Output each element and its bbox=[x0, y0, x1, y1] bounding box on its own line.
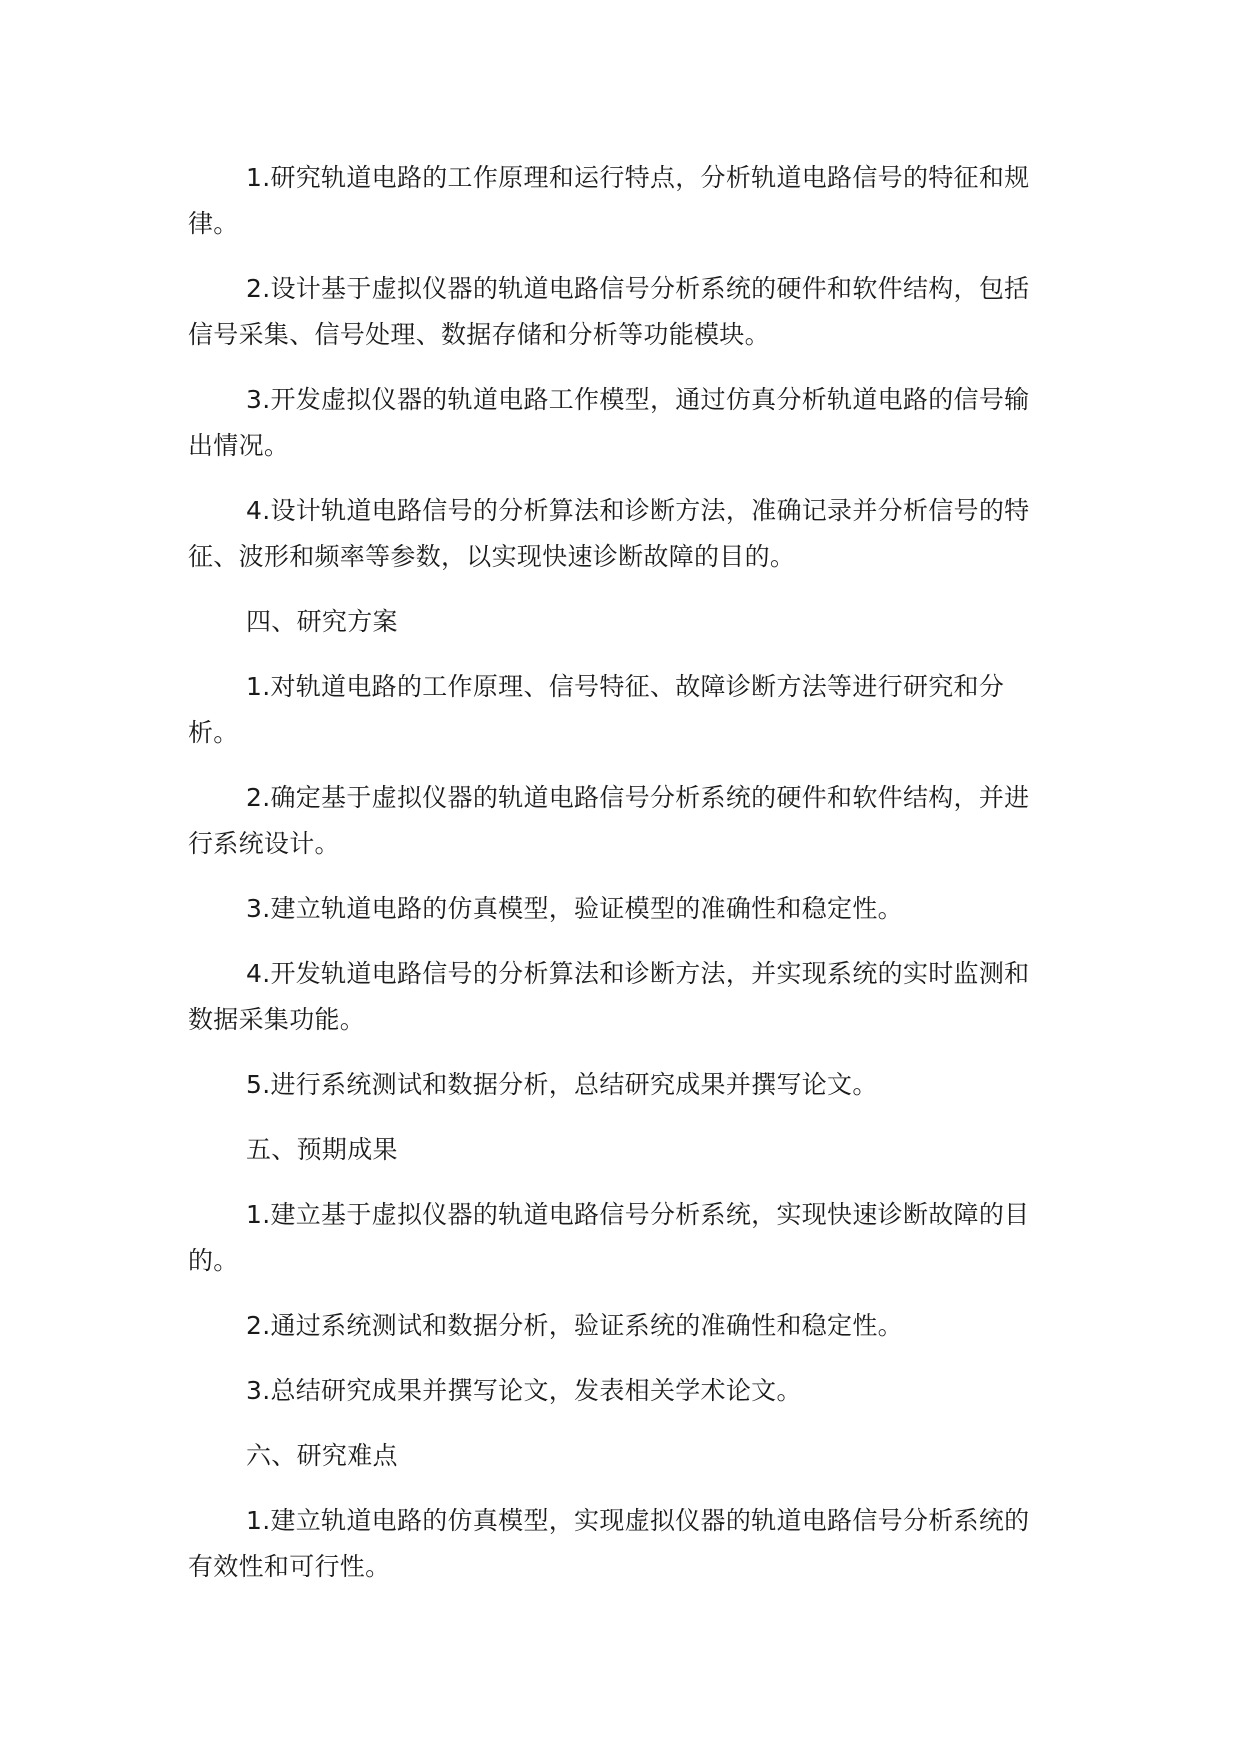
plan-item-5: 5.进行系统测试和数据分析，总结研究成果并撰写论文。 bbox=[246, 1070, 878, 1099]
document-body bbox=[188, 155, 1038, 1609]
goal-item-1: 1.研究轨道电路的工作原理和运行特点，分析轨道电路信号的特征和规律。 bbox=[188, 163, 1030, 238]
plan-item-3: 3.建立轨道电路的仿真模型，验证模型的准确性和稳定性。 bbox=[246, 894, 903, 923]
result-item-1: 1.建立基于虚拟仪器的轨道电路信号分析系统，实现快速诊断故障的目的。 bbox=[188, 1200, 1030, 1275]
plan-item-1: 1.对轨道电路的工作原理、信号特征、故障诊断方法等进行研究和分析。 bbox=[188, 672, 1005, 747]
section-heading-expected-results: 五、预期成果 bbox=[246, 1135, 398, 1164]
plan-item-2: 2.确定基于虚拟仪器的轨道电路信号分析系统的硬件和软件结构，并进行系统设计。 bbox=[188, 783, 1030, 858]
section-heading-research-difficulties: 六、研究难点 bbox=[246, 1441, 398, 1470]
plan-item-4: 4.开发轨道电路信号的分析算法和诊断方法，并实现系统的实时监测和数据采集功能。 bbox=[188, 959, 1030, 1034]
section-heading-research-plan: 四、研究方案 bbox=[246, 607, 398, 636]
difficulty-item-1: 1.建立轨道电路的仿真模型，实现虚拟仪器的轨道电路信号分析系统的有效性和可行性。 bbox=[188, 1506, 1030, 1581]
goal-item-4: 4.设计轨道电路信号的分析算法和诊断方法，准确记录并分析信号的特征、波形和频率等参数，以实现快速诊断故障的目的。 bbox=[188, 496, 1030, 571]
goal-item-3: 3.开发虚拟仪器的轨道电路工作模型，通过仿真分析轨道电路的信号输出情况。 bbox=[188, 385, 1030, 460]
result-item-2: 2.通过系统测试和数据分析，验证系统的准确性和稳定性。 bbox=[246, 1311, 903, 1340]
goal-item-2: 2.设计基于虚拟仪器的轨道电路信号分析系统的硬件和软件结构，包括信号采集、信号处理、数据存储和分析等功能模块。 bbox=[188, 274, 1030, 349]
result-item-3: 3.总结研究成果并撰写论文，发表相关学术论文。 bbox=[246, 1376, 802, 1405]
